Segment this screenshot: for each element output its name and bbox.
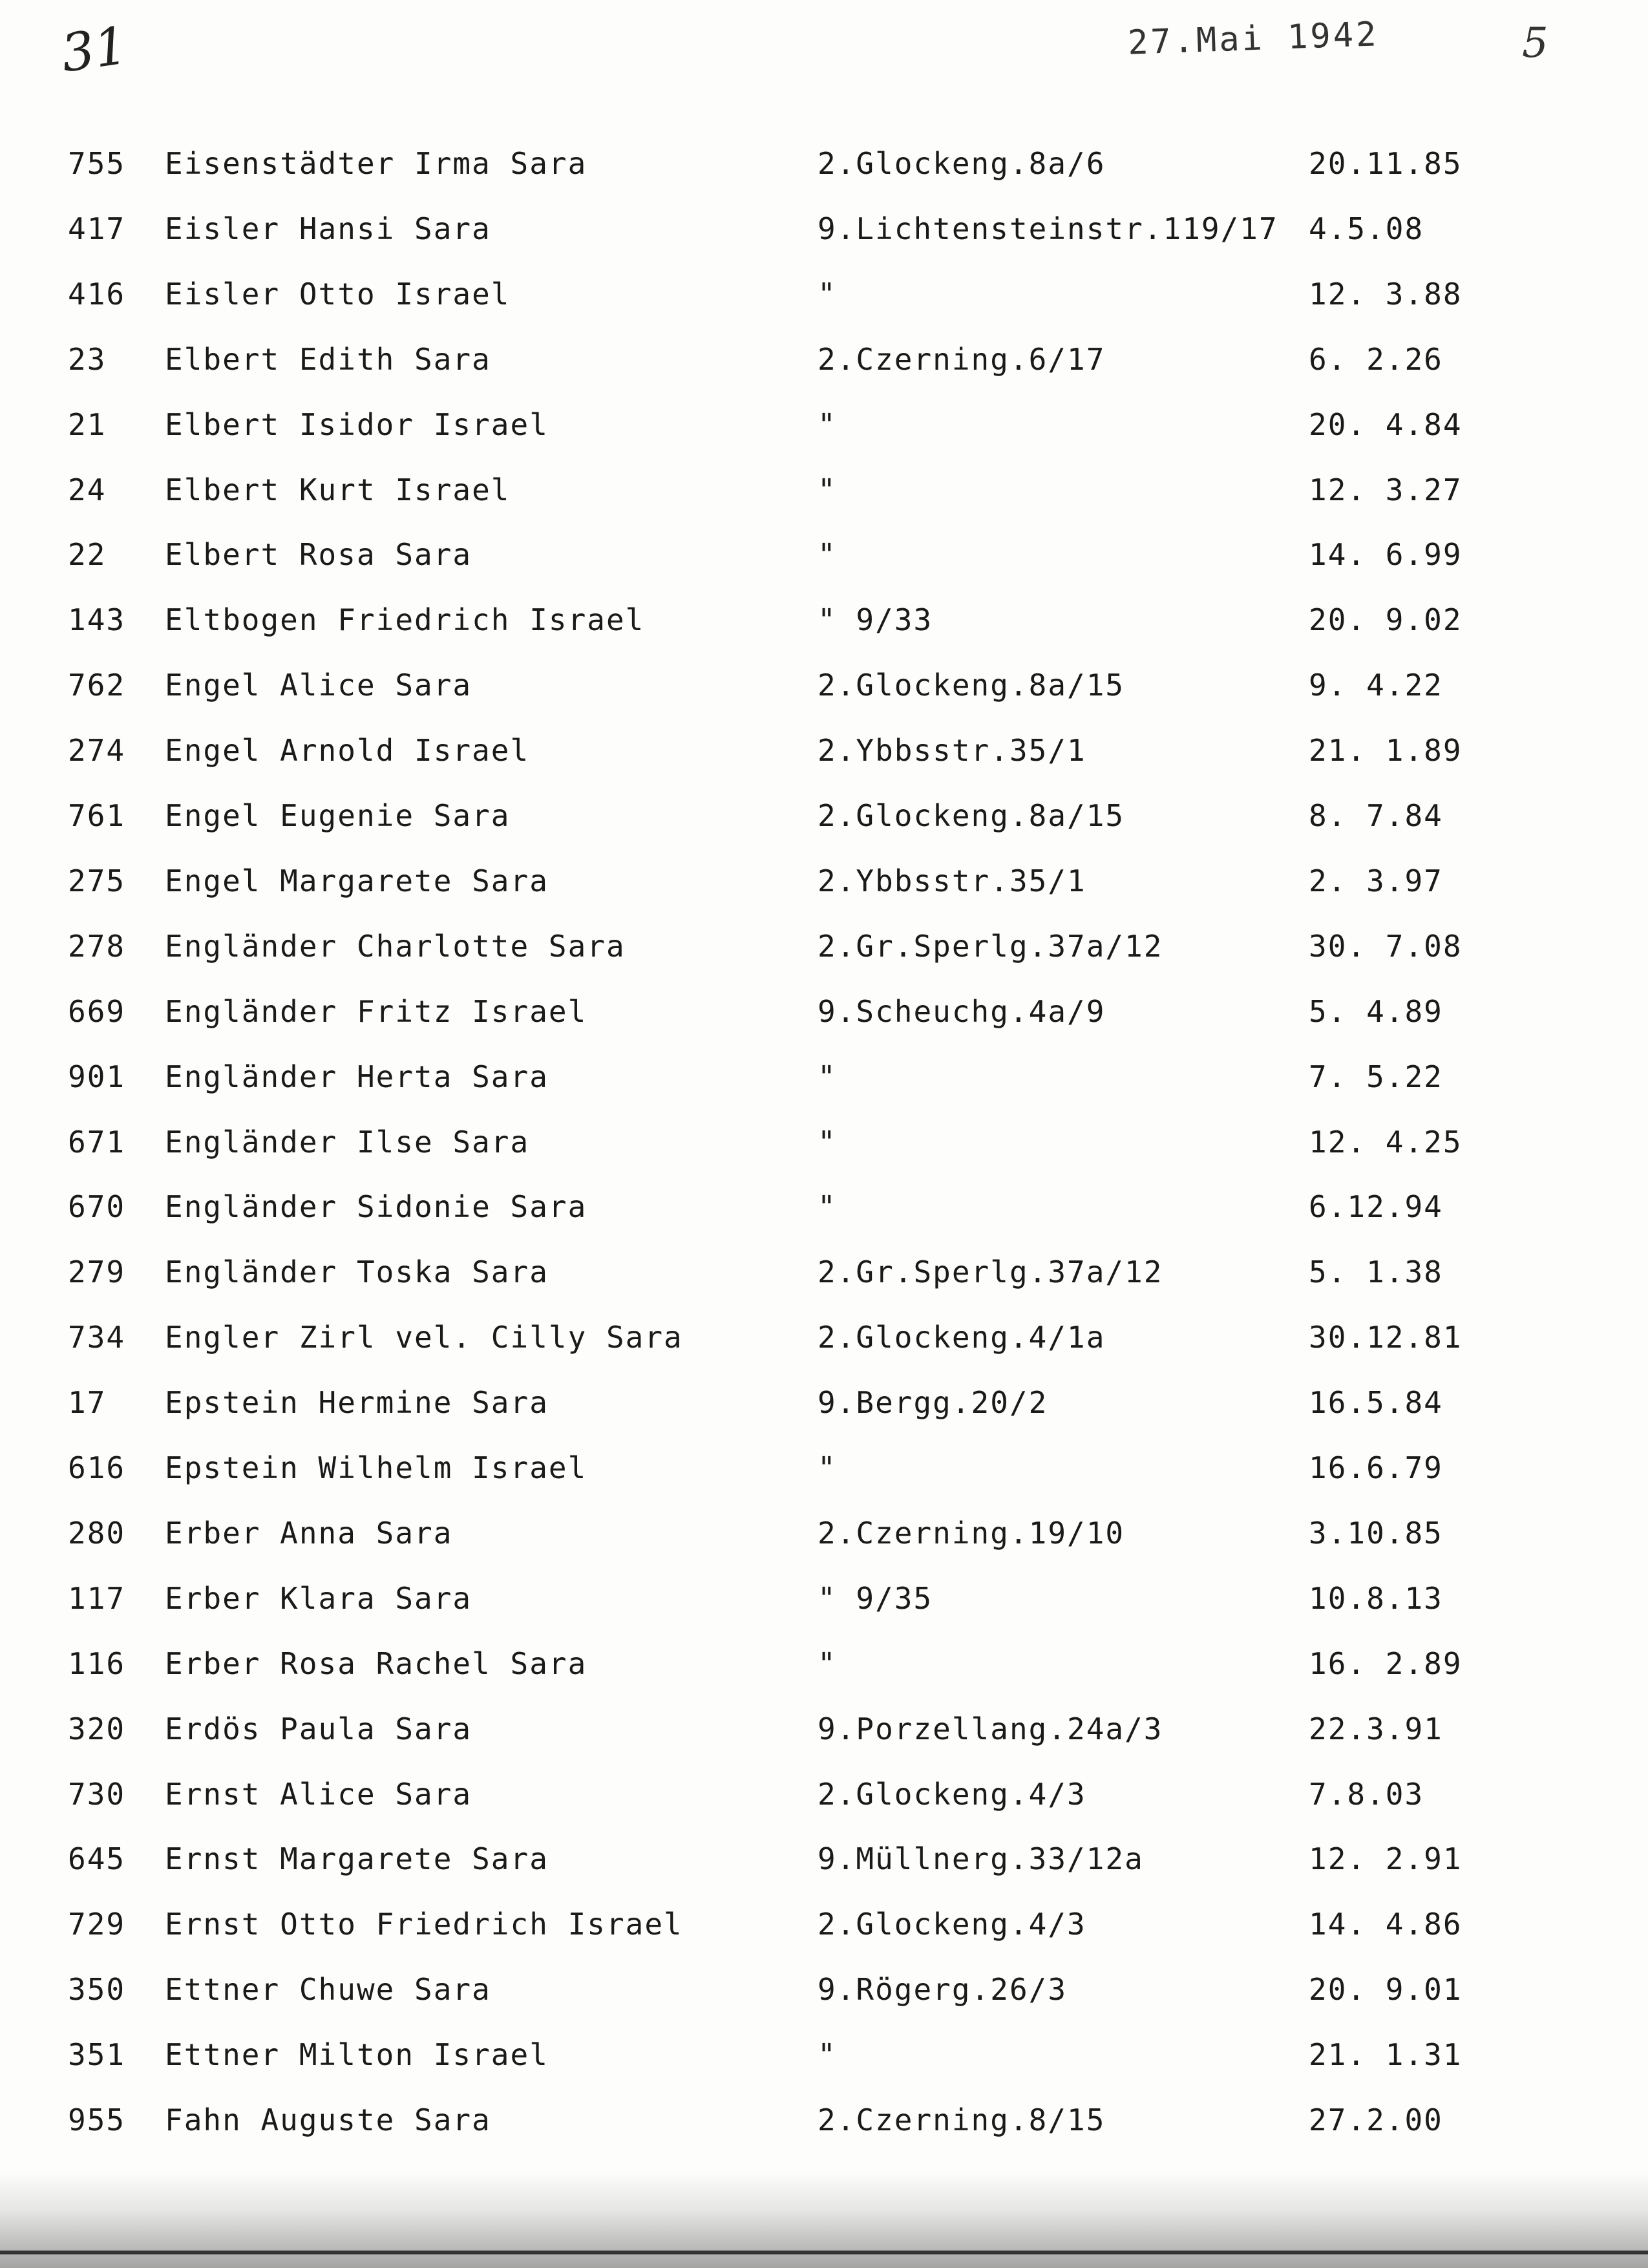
entry-number: 671 [68,1125,126,1160]
entry-name: Engländer Charlotte Sara [165,929,626,964]
entry-row [0,399,1648,450]
entry-birthdate: 7.8.03 [1309,1777,1424,1812]
entry-name: Elbert Rosa Sara [165,537,472,572]
entry-birthdate: 3.10.85 [1309,1516,1443,1551]
entry-birthdate: 30.12.81 [1309,1320,1463,1355]
entry-row [0,2094,1648,2146]
entry-number: 279 [68,1255,126,1289]
entry-birthdate: 12. 3.88 [1309,277,1463,312]
entry-birthdate: 22.3.91 [1309,1712,1443,1746]
entry-name: Engel Arnold Israel [165,733,530,768]
entry-name: Ettner Milton Israel [165,2037,549,2072]
entry-number: 23 [68,342,107,377]
entry-address: 9.Lichtensteinstr.119/17 [818,211,1278,246]
entry-row [0,1051,1648,1103]
entry-address: 9.Rögerg.26/3 [818,1972,1068,2007]
entry-address: " 9/35 [818,1581,933,1616]
entry-address: 9.Bergg.20/2 [818,1385,1048,1420]
entry-number: 901 [68,1059,126,1094]
entry-address: " 9/33 [818,602,933,637]
entry-row [0,986,1648,1037]
entry-name: Elbert Edith Sara [165,342,491,377]
entry-row [0,203,1648,255]
entry-name: Ernst Alice Sara [165,1777,472,1812]
entry-address: 2.Glockeng.4/3 [818,1907,1086,1942]
entry-birthdate: 9. 4.22 [1309,668,1443,703]
entry-number: 669 [68,994,126,1029]
entry-name: Epstein Wilhelm Israel [165,1450,587,1485]
entry-row [0,1507,1648,1559]
entry-birthdate: 14. 6.99 [1309,537,1463,572]
entry-row [0,1833,1648,1885]
entry-row [0,1573,1648,1624]
entry-row [0,1311,1648,1363]
entry-row [0,1638,1648,1690]
entry-row [0,529,1648,580]
entry-row [0,1442,1648,1494]
entry-address: 2.Ybbsstr.35/1 [818,733,1086,768]
entry-row [0,334,1648,385]
entry-number: 274 [68,733,126,768]
entry-address: 2.Czerning.19/10 [818,1516,1125,1551]
entry-birthdate: 12. 3.27 [1309,472,1463,507]
entry-row [0,1898,1648,1950]
entry-row [0,594,1648,646]
entry-number: 734 [68,1320,126,1355]
entry-birthdate: 6. 2.26 [1309,342,1443,377]
entry-address: 9.Müllnerg.33/12a [818,1841,1144,1876]
entry-row [0,1116,1648,1168]
handwritten-page-mark: 5 [1522,19,1548,67]
entry-row [0,464,1648,516]
entry-number: 755 [68,146,126,181]
entry-birthdate: 6.12.94 [1309,1189,1443,1224]
entry-row [0,1964,1648,2015]
entry-birthdate: 8. 7.84 [1309,798,1443,833]
entry-name: Eltbogen Friedrich Israel [165,602,645,637]
entry-address: 2.Czerning.8/15 [818,2103,1106,2137]
entry-name: Engländer Herta Sara [165,1059,549,1094]
entry-number: 320 [68,1712,126,1746]
entry-row [0,855,1648,907]
entry-number: 351 [68,2037,126,2072]
entry-address: " [818,1450,837,1485]
entry-address: 2.Czerning.6/17 [818,342,1106,377]
entry-address: " [818,537,837,572]
entry-name: Elbert Kurt Israel [165,472,511,507]
entry-number: 350 [68,1972,126,2007]
entry-number: 616 [68,1450,126,1485]
entry-number: 143 [68,602,126,637]
entry-number: 761 [68,798,126,833]
entry-number: 275 [68,864,126,898]
entry-name: Engländer Fritz Israel [165,994,587,1029]
entry-address: " [818,407,837,442]
entry-address: " [818,1125,837,1160]
entry-number: 278 [68,929,126,964]
entry-row [0,725,1648,776]
entry-address: 9.Scheuchg.4a/9 [818,994,1106,1029]
entry-name: Ernst Margarete Sara [165,1841,549,1876]
entry-address: 2.Glockeng.4/1a [818,1320,1106,1355]
entry-birthdate: 10.8.13 [1309,1581,1443,1616]
entry-name: Eisler Hansi Sara [165,211,491,246]
entry-number: 24 [68,472,107,507]
entry-name: Engel Eugenie Sara [165,798,511,833]
entry-name: Erdös Paula Sara [165,1712,472,1746]
entry-address: 2.Glockeng.4/3 [818,1777,1086,1812]
entry-address: " [818,1059,837,1094]
entry-row [0,790,1648,842]
entry-birthdate: 12. 4.25 [1309,1125,1463,1160]
entry-name: Engler Zirl vel. Cilly Sara [165,1320,683,1355]
entry-birthdate: 16.6.79 [1309,1450,1443,1485]
entry-number: 645 [68,1841,126,1876]
entry-birthdate: 7. 5.22 [1309,1059,1443,1094]
entry-address: " [818,1189,837,1224]
entry-number: 955 [68,2103,126,2137]
entry-row [0,659,1648,711]
entry-name: Elbert Isidor Israel [165,407,549,442]
entry-birthdate: 16. 2.89 [1309,1646,1463,1681]
entry-birthdate: 4.5.08 [1309,211,1424,246]
entry-birthdate: 21. 1.31 [1309,2037,1463,2072]
entry-name: Engländer Toska Sara [165,1255,549,1289]
entry-name: Ernst Otto Friedrich Israel [165,1907,683,1942]
entry-number: 21 [68,407,107,442]
entry-birthdate: 21. 1.89 [1309,733,1463,768]
entry-birthdate: 30. 7.08 [1309,929,1463,964]
entry-address: 2.Ybbsstr.35/1 [818,864,1086,898]
entry-name: Erber Rosa Rachel Sara [165,1646,587,1681]
entry-name: Engel Alice Sara [165,668,472,703]
entry-number: 116 [68,1646,126,1681]
entry-address: 2.Gr.Sperlg.37a/12 [818,1255,1163,1289]
entry-number: 22 [68,537,107,572]
entry-birthdate: 20. 9.02 [1309,602,1463,637]
entry-name: Engel Margarete Sara [165,864,549,898]
entry-name: Eisenstädter Irma Sara [165,146,587,181]
entry-birthdate: 27.2.00 [1309,2103,1443,2137]
entry-birthdate: 5. 4.89 [1309,994,1443,1029]
entry-birthdate: 20. 4.84 [1309,407,1463,442]
entry-number: 117 [68,1581,126,1616]
entry-address: 2.Gr.Sperlg.37a/12 [818,929,1163,964]
entry-address: " [818,277,837,312]
entry-row [0,1181,1648,1233]
entry-address: 9.Porzellang.24a/3 [818,1712,1163,1746]
entry-address: 2.Glockeng.8a/6 [818,146,1106,181]
handwritten-page-number: 31 [58,15,131,84]
entry-row [0,1377,1648,1428]
entry-row [0,2029,1648,2081]
entry-number: 280 [68,1516,126,1551]
entry-birthdate: 20. 9.01 [1309,1972,1463,2007]
entry-name: Erber Klara Sara [165,1581,472,1616]
entry-name: Erber Anna Sara [165,1516,453,1551]
entry-row [0,1768,1648,1820]
entry-address: " [818,1646,837,1681]
scan-edge-line [0,2251,1648,2254]
entry-name: Engländer Sidonie Sara [165,1189,587,1224]
entry-birthdate: 2. 3.97 [1309,864,1443,898]
entry-name: Eisler Otto Israel [165,277,511,312]
entry-name: Fahn Auguste Sara [165,2103,491,2137]
entry-number: 416 [68,277,126,312]
entry-number: 729 [68,1907,126,1942]
entry-address: 2.Glockeng.8a/15 [818,798,1125,833]
entry-number: 17 [68,1385,107,1420]
entry-row [0,920,1648,972]
entry-birthdate: 16.5.84 [1309,1385,1443,1420]
entry-row [0,1703,1648,1755]
entry-birthdate: 14. 4.86 [1309,1907,1463,1942]
entry-address: 2.Glockeng.8a/15 [818,668,1125,703]
entry-number: 762 [68,668,126,703]
entry-row [0,268,1648,320]
entry-name: Engländer Ilse Sara [165,1125,530,1160]
entry-row [0,1246,1648,1298]
entry-address: " [818,472,837,507]
date-stamp: 27.Mai 1942 [1127,15,1380,63]
entry-row [0,138,1648,189]
entry-birthdate: 5. 1.38 [1309,1255,1443,1289]
entry-name: Epstein Hermine Sara [165,1385,549,1420]
entry-number: 417 [68,211,126,246]
entry-name: Ettner Chuwe Sara [165,1972,491,2007]
entry-birthdate: 12. 2.91 [1309,1841,1463,1876]
entry-birthdate: 20.11.85 [1309,146,1463,181]
entry-number: 730 [68,1777,126,1812]
entry-number: 670 [68,1189,126,1224]
entry-address: " [818,2037,837,2072]
